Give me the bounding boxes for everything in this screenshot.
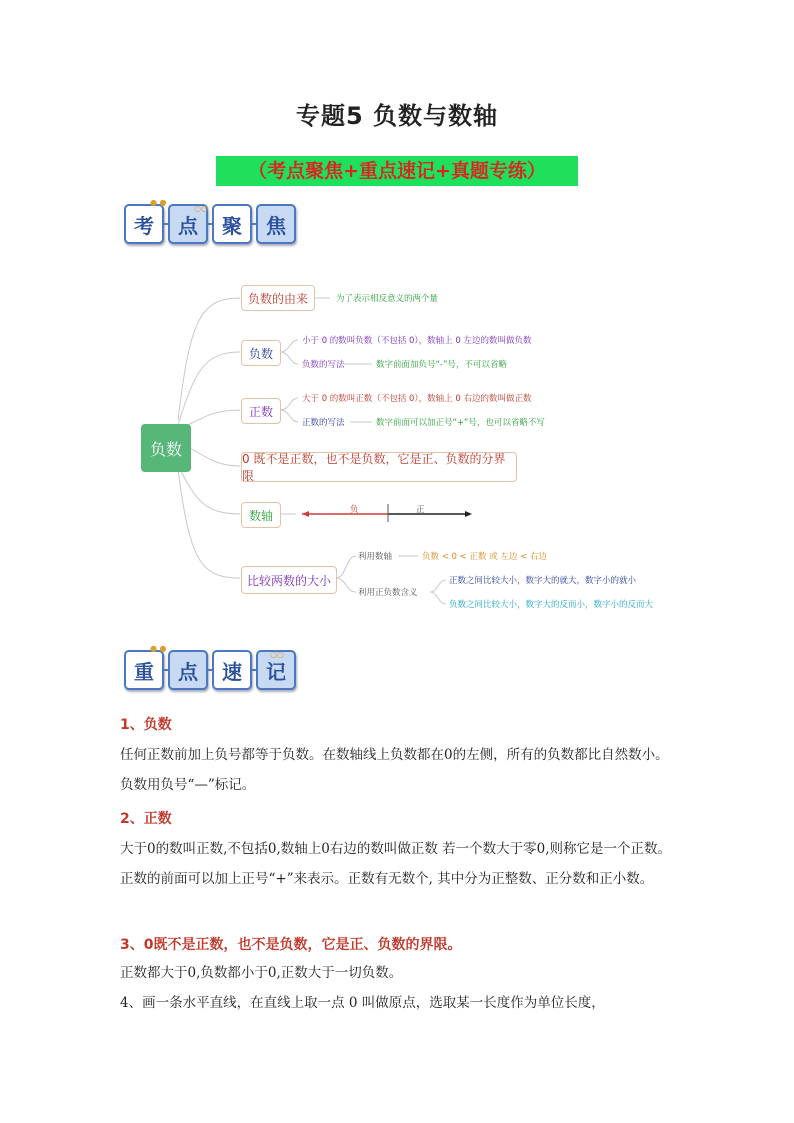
tile-4: 焦 xyxy=(256,204,296,244)
tile-4: 记 xyxy=(256,650,296,690)
mindmap-connectors xyxy=(0,260,794,620)
note-paragraph-2: 大于0的数叫正数,不包括0,数轴上0右边的数叫做正数 若一个数大于零0,则称它是一个正数。正数的前面可以加上正号“+”来表示。正数有无数个, 其中分为正整数、正分数和正小数。 xyxy=(120,841,672,887)
compare-method-2: 利用正负数含义 xyxy=(358,588,418,598)
positive-write-label: 正数的写法 xyxy=(302,418,345,428)
negative-write-desc: 数字前面加负号“-”号，不可以省略 xyxy=(376,360,507,370)
note-heading-3: 3、0既不是正数，也不是负数，它是正、负数的界限。 xyxy=(120,937,462,953)
decor-dots-icon: ● ● xyxy=(150,644,167,653)
node-compare: 比较两数的大小 xyxy=(241,566,337,594)
tile-1: 考 xyxy=(124,204,164,244)
origin-desc: 为了表示相反意义的两个量 xyxy=(336,294,439,304)
note-heading-1: 1、负数 xyxy=(120,717,172,733)
node-origin: 负数的由来 xyxy=(241,285,315,311)
page-title: 专题5 负数与数轴 xyxy=(295,102,499,130)
compare-method-2-b: 负数之间比较大小，数字大的反而小，数字小的反而大 xyxy=(449,600,654,610)
tile-1: 重 xyxy=(124,650,164,690)
axis-pos-label: 正 xyxy=(416,505,425,515)
tile-2: 点 xyxy=(168,650,208,690)
note-paragraph-3: 正数都大于0,负数都小于0,正数大于一切负数。 xyxy=(120,965,403,981)
tile-3: 聚 xyxy=(212,204,252,244)
node-positive: 正数 xyxy=(241,398,281,424)
node-axis: 数轴 xyxy=(241,502,281,528)
note-heading-2: 2、正数 xyxy=(120,811,172,827)
subtitle-banner: （考点聚焦+重点速记+真题专练） xyxy=(216,156,578,186)
positive-write-desc: 数字前面可以加正号“+”号，也可以省略不写 xyxy=(376,418,545,428)
axis-neg-label: 负 xyxy=(350,505,359,515)
compare-method-2-a: 正数之间比较大小，数字大的就大，数字小的就小 xyxy=(449,576,637,586)
node-negative: 负数 xyxy=(241,340,281,366)
compare-method-1: 利用数轴 xyxy=(358,552,393,562)
negative-def: 小于 0 的数叫负数（不包括 0），数轴上 0 左边的数叫做负数 xyxy=(302,336,532,346)
decor-dots-icon: ● ● xyxy=(150,198,167,207)
positive-def: 大于 0 的数叫正数（不包括 0），数轴上 0 右边的数叫做正数 xyxy=(302,394,532,404)
negative-write-label: 负数的写法 xyxy=(302,360,345,370)
note-paragraph-4: 4、画一条水平直线，在直线上取一点 0 叫做原点，选取某一长度作为单位长度， xyxy=(120,995,605,1011)
node-zero: 0 既不是正数，也不是负数，它是正、负数的分界限 xyxy=(241,452,517,482)
mindmap-root: 负数 xyxy=(141,424,191,472)
note-paragraph-1: 任何正数前加上负号都等于负数。在数轴线上负数都在0的左侧，所有的负数都比自然数小。负数用负号“—”标记。 xyxy=(120,747,669,793)
tile-3: 速 xyxy=(212,650,252,690)
section-header-kaodian xyxy=(124,204,296,244)
decor-dots-icon: ○○ xyxy=(270,650,284,659)
decor-dots-icon: ○○ xyxy=(194,204,208,213)
tile-2: 点 xyxy=(168,204,208,244)
compare-method-1-desc: 负数 < 0 < 正数 或 左边 < 右边 xyxy=(422,552,547,562)
